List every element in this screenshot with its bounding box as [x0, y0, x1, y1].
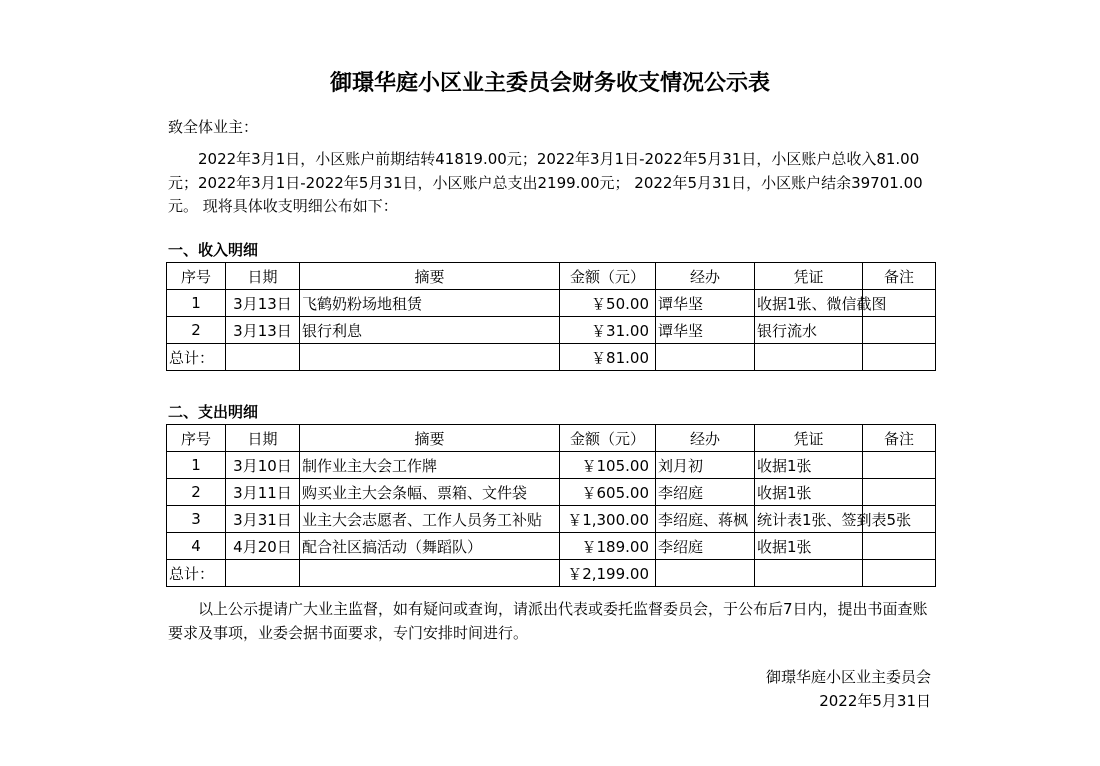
cell-seq: 2 [167, 479, 226, 506]
cell-voucher: 收据1张 [755, 452, 863, 479]
cell-handler: 谭华坚 [656, 290, 755, 317]
total-label: 总计： [167, 344, 226, 371]
col-voucher-header: 凭证 [755, 263, 863, 290]
cell-seq: 1 [167, 452, 226, 479]
cell-date: 3月11日 [226, 479, 300, 506]
cell-seq: 2 [167, 317, 226, 344]
cell-handler: 谭华坚 [656, 317, 755, 344]
cell-amount: ￥605.00 [560, 479, 656, 506]
table-row [167, 506, 936, 533]
signature-organization: 御璟华庭小区业主委员会 [765, 668, 931, 686]
col-seq-header: 序号 [167, 263, 226, 290]
cell-summary: 银行利息 [300, 317, 560, 344]
cell-date: 3月13日 [226, 290, 300, 317]
empty-cell [300, 344, 560, 371]
table-row [167, 479, 936, 506]
col-handler-header: 经办 [656, 263, 755, 290]
cell-amount: ￥50.00 [560, 290, 656, 317]
page-title: 御璟华庭小区业主委员会财务收支情况公示表 [329, 71, 770, 96]
cell-summary: 购买业主大会条幅、票箱、文件袋 [300, 479, 560, 506]
col-handler-header: 经办 [656, 425, 755, 452]
cell-summary: 飞鹤奶粉场地租赁 [300, 290, 560, 317]
cell-handler: 李绍庭、蒋枫 [656, 506, 755, 533]
income-table [166, 262, 936, 371]
income-total-row [167, 344, 936, 371]
cell-amount: ￥105.00 [560, 452, 656, 479]
cell-note [863, 452, 936, 479]
income-section-title: 一、收入明细 [168, 241, 259, 259]
empty-cell [755, 560, 863, 587]
empty-cell [863, 344, 936, 371]
closing-paragraph: 以上公示提请广大业主监督，如有疑问或查询，请派出代表或委托监督委员会，于公布后7日内，提出书面查账要求及事项，业委会据书面要求，专门安排时间进行。 [168, 600, 928, 642]
cell-seq: 1 [167, 290, 226, 317]
cell-voucher: 收据1张 [755, 479, 863, 506]
cell-date: 3月31日 [226, 506, 300, 533]
cell-amount: ￥31.00 [560, 317, 656, 344]
table-row [167, 290, 936, 317]
empty-cell [226, 344, 300, 371]
cell-date: 3月10日 [226, 452, 300, 479]
cell-summary: 制作业主大会工作牌 [300, 452, 560, 479]
cell-seq: 4 [167, 533, 226, 560]
empty-cell [226, 560, 300, 587]
cell-voucher: 银行流水 [755, 317, 863, 344]
empty-cell [656, 560, 755, 587]
col-note-header: 备注 [863, 263, 936, 290]
col-note-header: 备注 [863, 425, 936, 452]
cell-handler: 李绍庭 [656, 533, 755, 560]
cell-amount: ￥1,300.00 [560, 506, 656, 533]
table-row [167, 317, 936, 344]
col-date-header: 日期 [226, 263, 300, 290]
table-row [167, 533, 936, 560]
expense-section-title: 二、支出明细 [168, 403, 259, 421]
total-amount: ￥81.00 [560, 344, 656, 371]
empty-cell [755, 344, 863, 371]
cell-note [863, 479, 936, 506]
col-amount-header: 金额（元） [560, 263, 656, 290]
col-voucher-header: 凭证 [755, 425, 863, 452]
signature-date: 2022年5月31日 [819, 692, 931, 710]
cell-handler: 李绍庭 [656, 479, 755, 506]
cell-summary: 业主大会志愿者、工作人员务工补贴 [300, 506, 560, 533]
cell-voucher: 收据1张、微信截图 [755, 290, 863, 317]
col-summary-header: 摘要 [300, 263, 560, 290]
income-header-row [167, 263, 936, 290]
cell-summary: 配合社区搞活动（舞蹈队） [300, 533, 560, 560]
cell-note [863, 317, 936, 344]
greeting: 致全体业主： [168, 118, 259, 136]
cell-amount: ￥189.00 [560, 533, 656, 560]
cell-handler: 刘月初 [656, 452, 755, 479]
empty-cell [656, 344, 755, 371]
total-label: 总计： [167, 560, 226, 587]
cell-voucher: 收据1张 [755, 533, 863, 560]
intro-paragraph: 2022年3月1日，小区账户前期结转41819.00元；2022年3月1日-2022年5月31日，小区账户总收入81.00元；2022年3月1日-2022年5月31日，小区账户总支出2199.00元； 2022年5月31日，小区账户结余39701.00元。 现将具体收支明细公布如下： [168, 150, 923, 215]
col-seq-header: 序号 [167, 425, 226, 452]
cell-seq: 3 [167, 506, 226, 533]
cell-note [863, 533, 936, 560]
col-summary-header: 摘要 [300, 425, 560, 452]
empty-cell [863, 560, 936, 587]
empty-cell [300, 560, 560, 587]
cell-voucher: 统计表1张、签到表5张 [755, 506, 863, 533]
col-amount-header: 金额（元） [560, 425, 656, 452]
col-date-header: 日期 [226, 425, 300, 452]
cell-date: 3月13日 [226, 317, 300, 344]
expense-total-row [167, 560, 936, 587]
expense-table [166, 424, 936, 587]
expense-header-row [167, 425, 936, 452]
cell-date: 4月20日 [226, 533, 300, 560]
table-row [167, 452, 936, 479]
total-amount: ￥2,199.00 [560, 560, 656, 587]
